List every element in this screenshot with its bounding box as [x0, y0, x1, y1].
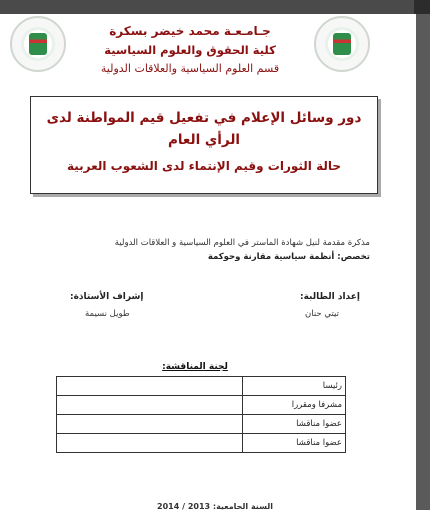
viewer-corner — [414, 0, 430, 14]
university-name: جـامـعـة محمد خيضر بسكرة — [109, 24, 271, 38]
title-box — [30, 96, 378, 194]
thesis-subtitle: حالة الثورات وقيم الإنتماء لدى الشعوب العربية — [66, 159, 342, 173]
memo-statement: مذكرة مقدمة لنيل شهادة الماستر في العلوم السياسية و العلاقات الدولية — [114, 238, 370, 248]
supervisor-label: إشراف الأستاذة: — [70, 292, 144, 302]
student-name: تيتي حنان — [305, 309, 339, 319]
department-name: قسم العلوم السياسية والعلاقات الدولية — [100, 62, 280, 75]
thesis-title: دور وسائل الإعلام في تفعيل قيم المواطنة لدى الرأي العام — [46, 110, 362, 148]
jury-role: رئيسا — [243, 377, 346, 396]
specialization: تخصص: أنظمة سياسية مقارنة وحوكمة — [207, 252, 370, 262]
jury-member-name — [57, 415, 243, 434]
academic-year: السنة الجامعية: 2013 / 2014 — [157, 502, 273, 510]
table-row — [57, 396, 346, 415]
table-row — [57, 434, 346, 453]
jury-member-name — [57, 396, 243, 415]
university-logo-right — [314, 16, 370, 72]
jury-role: مشرفا ومقررا — [243, 396, 346, 415]
jury-table — [56, 376, 346, 453]
university-logo-left — [10, 16, 66, 72]
jury-title: لجنة المناقشة: — [162, 362, 228, 372]
table-row — [57, 415, 346, 434]
faculty-name: كلية الحقوق والعلوم السياسية — [104, 43, 276, 57]
jury-role: عضوا مناقشا — [243, 415, 346, 434]
page-shadow — [416, 14, 430, 510]
supervisor-name: طويل نسيمة — [85, 309, 130, 319]
table-row — [57, 377, 346, 396]
jury-member-name — [57, 434, 243, 453]
viewer-top-bar — [0, 0, 430, 14]
jury-member-name — [57, 377, 243, 396]
jury-role: عضوا مناقشا — [243, 434, 346, 453]
prepared-by-label: إعداد الطالبة: — [300, 292, 360, 302]
